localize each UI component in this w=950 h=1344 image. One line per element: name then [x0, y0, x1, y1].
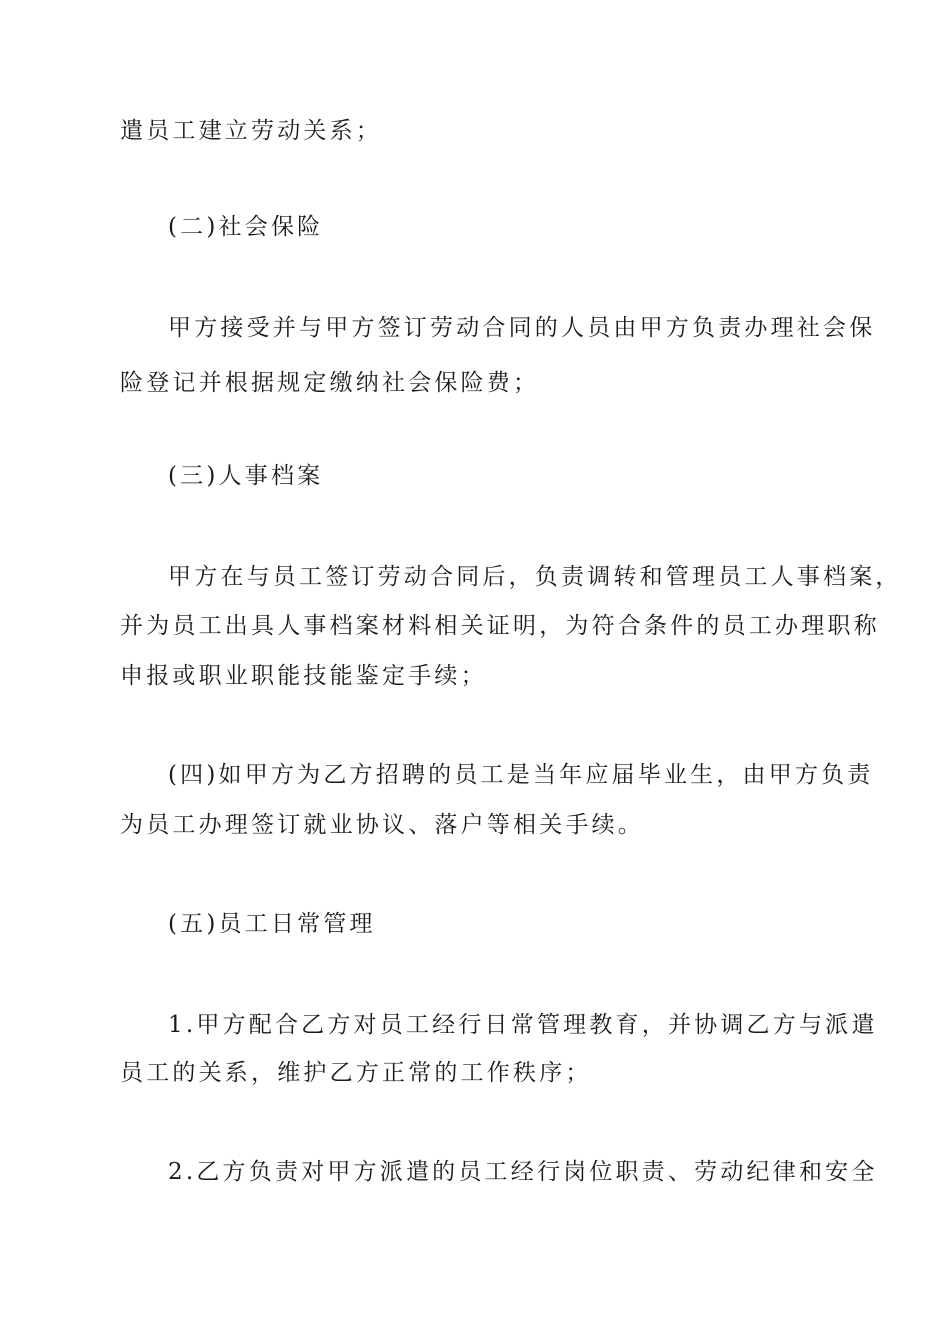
paragraph-line: 险登记并根据规定缴纳社会保险费； — [120, 370, 540, 396]
paragraph-line: 甲方在与员工签订劳动合同后，负责调转和管理员工人事档案， — [168, 564, 902, 590]
section-heading: (二)社会保险 — [168, 214, 324, 240]
paragraph-line: (四)如甲方为乙方招聘的员工是当年应届毕业生，由甲方负责 — [168, 762, 874, 788]
paragraph-line: 甲方接受并与甲方签订劳动合同的人员由甲方负责办理社会保 — [168, 315, 876, 341]
paragraph-line: 为员工办理签订就业协议、落户等相关手续。 — [120, 812, 644, 838]
section-heading: (三)人事档案 — [168, 463, 324, 489]
paragraph-line: 遣员工建立劳动关系； — [120, 118, 382, 144]
paragraph-line: 并为员工出具人事档案材料相关证明，为符合条件的员工办理职称 — [120, 613, 880, 639]
paragraph-line: 1.甲方配合乙方对员工经行日常管理教育，并协调乙方与派遣 — [168, 1012, 878, 1038]
paragraph-line: 员工的关系，维护乙方正常的工作秩序； — [120, 1060, 592, 1086]
section-heading: (五)员工日常管理 — [168, 911, 376, 937]
paragraph-line: 申报或职业职能技能鉴定手续； — [120, 663, 487, 689]
paragraph-line: 2.乙方负责对甲方派遣的员工经行岗位职责、劳动纪律和安全 — [168, 1159, 878, 1185]
